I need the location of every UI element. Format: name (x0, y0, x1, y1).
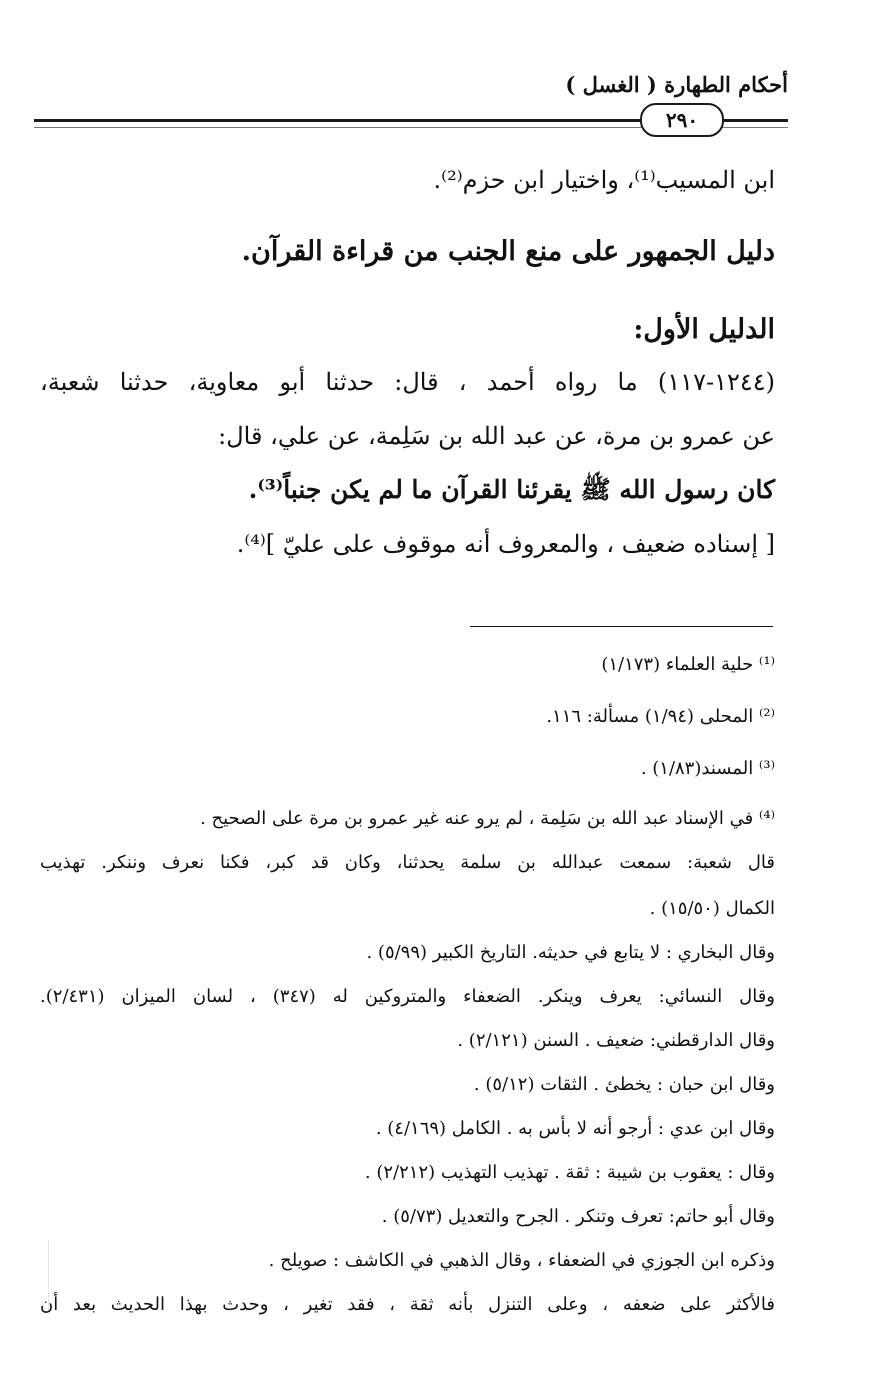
hadith-text: كان رسول الله ﷺ يقرئنا القرآن ما لم يكن جنباً⁽³⁾. (248, 475, 775, 504)
footnote-4-line-3: الكمال (١٥/٥٠) . (649, 898, 775, 919)
footnote-4: ⁽⁴⁾ في الإسناد عبد الله بن سَلِمة ، لم يرو عنه غير عمرو بن مرة على الصحيح . (200, 808, 775, 829)
page-number: ٢٩٠ (640, 103, 724, 137)
footnote-2: ⁽²⁾ المحلى (١/٩٤) مسألة: ١١٦. (546, 706, 775, 727)
footnote-separator (470, 626, 773, 627)
footnote-1: ⁽¹⁾ حلية العلماء (١/١٧٣) (601, 654, 775, 675)
footnote-4-line-9: وقال : يعقوب بن شيبة : ثقة . تهذيب التهذيب (٢/٢١٢) . (364, 1162, 775, 1183)
footnote-4-line-5: وقال النسائي: يعرف وينكر. الضعفاء والمتروكين له (٣٤٧) ، لسان الميزان (٢/٤٣١). (40, 986, 775, 1007)
footnote-4-line-4: وقال البخاري : لا يتابع في حديثه. التاريخ الكبير (٥/٩٩) . (366, 942, 775, 963)
footnote-4-line-8: وقال ابن عدي : أرجو أنه لا بأس به . الكامل (٤/١٦٩) . (375, 1118, 775, 1139)
footnote-4-line-12: فالأكثر على ضعفه ، وعلى التنزل بأنه ثقة ، فقد تغير ، وحدث بهذا الحديث بعد أن (40, 1294, 775, 1315)
footnote-3: ⁽³⁾ المسند(١/٨٣) . (640, 758, 775, 779)
hadith-chain-line-2: عن عمرو بن مرة، عن عبد الله بن سَلِمة، عن علي، قال: (218, 422, 775, 450)
footnote-4-line-2: قال شعبة: سمعت عبدالله بن سلمة يحدثنا، وكان قد كبر، فكنا نعرف وننكر. تهذيب (40, 852, 775, 873)
footnote-4-line-11: وذكره ابن الجوزي في الضعفاء ، وقال الذهبي في الكاشف : صويلح . (268, 1250, 775, 1271)
section-heading: دليل الجمهور على منع الجنب من قراءة القرآن. (241, 236, 775, 267)
footnote-4-line-10: وقال أبو حاتم: تعرف وتنكر . الجرح والتعديل (٥/٧٣) . (381, 1206, 775, 1227)
sub-heading: الدليل الأول: (633, 314, 775, 345)
hadith-grading: [ إسناده ضعيف ، والمعروف أنه موقوف على عليّ ]⁽⁴⁾. (236, 530, 775, 558)
page-edge-shadow (48, 1240, 49, 1310)
running-header-title: أحكام الطهارة ( الغسل ) (565, 72, 788, 97)
footnote-4-line-6: وقال الدارقطني: ضعيف . السنن (٢/١٢١) . (457, 1030, 775, 1051)
footnote-4-line-7: وقال ابن حبان : يخطئ . الثقات (٥/١٢) . (473, 1074, 775, 1095)
intro-line: ابن المسيب⁽¹⁾، واختيار ابن حزم⁽²⁾. (433, 166, 775, 194)
hadith-chain-line-1: (١٢٤٤-١١٧) ما رواه أحمد ، قال: حدثنا أبو معاوية، حدثنا شعبة، (40, 368, 775, 396)
